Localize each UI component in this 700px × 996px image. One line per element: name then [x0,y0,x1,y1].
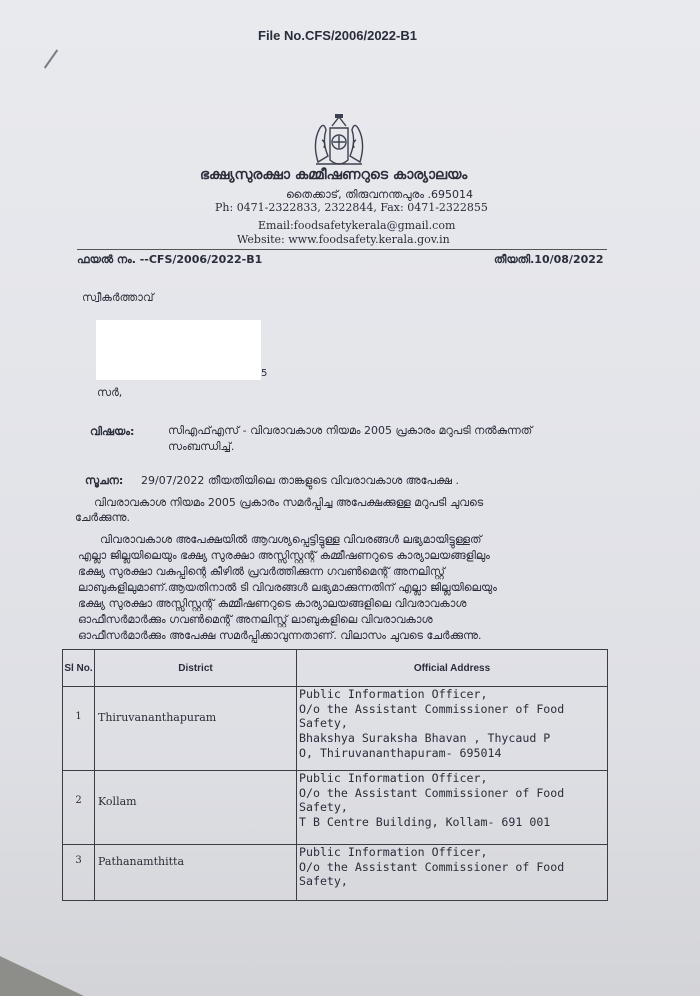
redacted-recipient-address [96,320,261,380]
sl-no-cell: 1 [63,687,95,771]
reference-label: സൂചന: [85,474,124,487]
address-line: Safety, [299,716,348,731]
subject-line-1: സിഎഫ്എസ് - വിവരാവകാശ നിയമം 2005 പ്രകാരം മറുപടി നൽകുന്നത് [168,424,533,437]
reference-text: 29/07/2022 തീയതിയിലെ താങ്കളുടെ വിവരാവകാശ അപേക്ഷ . [141,474,459,487]
receiver-label: സ്വീകർത്താവ് [82,291,154,304]
paragraph-2-line-3: ഭക്ഷ്യ സുരക്ഷാ വകുപ്പിന്റെ കീഴിൽ പ്രവർത്തിക്കുന്ന ഗവൺമെന്റ് അനലിസ്റ്റ് [78,565,445,578]
header-official-address: Official Address [297,650,608,687]
file-reference: ഫയൽ നം. --CFS/2006/2022-B1 [77,253,263,266]
address-line: Public Information Officer, [299,771,488,785]
address-cell [297,687,608,771]
office-address: തൈക്കാട്, തിരുവനന്തപുരം .695014 [286,188,474,201]
address-line: Bhakshya Suraksha Bhavan , Thycaud P [299,731,551,746]
office-email: Email:foodsafetykerala@gmail.com [258,219,456,232]
address-line: Safety, [299,800,348,815]
address-line: O, Thiruvananthapuram- 695014 [299,745,502,760]
file-number: File No.CFS/2006/2022-B1 [258,28,417,43]
district-cell: Kollam [95,771,297,845]
table-header-row [63,650,608,687]
redacted-tail-text: 5 [261,368,268,379]
paragraph-2-line-2: എല്ലാ ജില്ലയിലെയും ഭക്ഷ്യ സുരക്ഷാ അസ്സിസ്റ്റന്റ് കമ്മീഷണറുടെ കാര്യാലയങ്ങളിലും [78,549,490,562]
address-line: Safety, [299,874,348,889]
district-cell: Pathanamthitta [95,845,297,901]
header-district: District [95,650,297,687]
address-line: O/o the Assistant Commissioner of Food [299,701,565,716]
letter-date: തീയതി.10/08/2022 [494,253,604,266]
table-row [63,845,608,901]
paragraph-2-line-1: വിവരാവകാശ അപേക്ഷയിൽ ആവശ്യപ്പെട്ടിട്ടുള്ള വിവരങ്ങൾ ലഭ്യമായിട്ടുള്ളത് [100,533,482,546]
paragraph-2-line-5: ഭക്ഷ്യ സുരക്ഷാ അസ്സിസ്റ്റന്റ് കമ്മീഷണറുടെ കാര്യാലയങ്ങളിലെ വിവരാവകാശ [78,597,467,610]
paragraph-1-line-2: ചേർക്കുന്നു. [75,511,130,524]
table-row [63,771,608,845]
kerala-emblem-icon [308,112,370,170]
address-table [62,649,608,901]
address-cell [297,845,608,901]
address-line: Public Information Officer, [299,687,488,701]
sl-no-cell: 2 [63,771,95,845]
paragraph-2-line-7: ഓഫീസർമാർക്കും അപേക്ഷ സമർപ്പിക്കാവുന്നതാണ്. വിലാസം ചുവടെ ചേർക്കുന്നു. [78,629,482,642]
header-divider [77,249,607,250]
subject-line-2: സംബന്ധിച്ച്. [168,440,235,453]
office-name: ഭക്ഷ്യസുരക്ഷാ കമ്മീഷണറുടെ കാര്യാലയം [200,167,468,183]
paragraph-2-line-4: ലാബുകളിലുമാണ്.ആയതിനാൽ ടി വിവരങ്ങൾ ലഭ്യമാക്കുന്നതിന് എല്ലാ ജില്ലയിലെയും [78,581,497,594]
address-line: T B Centre Building, Kollam- 691 001 [299,815,551,830]
sl-no-cell: 3 [63,845,95,901]
header-sl-no: Sl No. [63,650,95,687]
table-row [63,687,608,771]
paragraph-2-line-6: ഓഫീസർമാർക്കും ഗവൺമെന്റ് അനലിസ്റ്റ് ലാബുകളിലെ വിവരാവകാശ [78,613,433,626]
district-cell: Thiruvananthapuram [95,687,297,771]
address-line: O/o the Assistant Commissioner of Food [299,859,565,874]
address-cell [297,771,608,845]
office-phone: Ph: 0471-2322833, 2322844, Fax: 0471-2322855 [215,201,488,214]
office-website: Website: www.foodsafety.kerala.gov.in [237,233,450,246]
paragraph-1-line-1: വിവരാവകാശ നിയമം 2005 പ്രകാരം സമർപ്പിച്ച അപേക്ഷക്കുള്ള മറുപടി ചുവടെ [94,496,484,509]
address-line: O/o the Assistant Commissioner of Food [299,785,565,800]
subject-label: വിഷയം: [90,425,135,438]
address-line: Public Information Officer, [299,845,488,859]
salutation: സർ, [97,386,123,399]
